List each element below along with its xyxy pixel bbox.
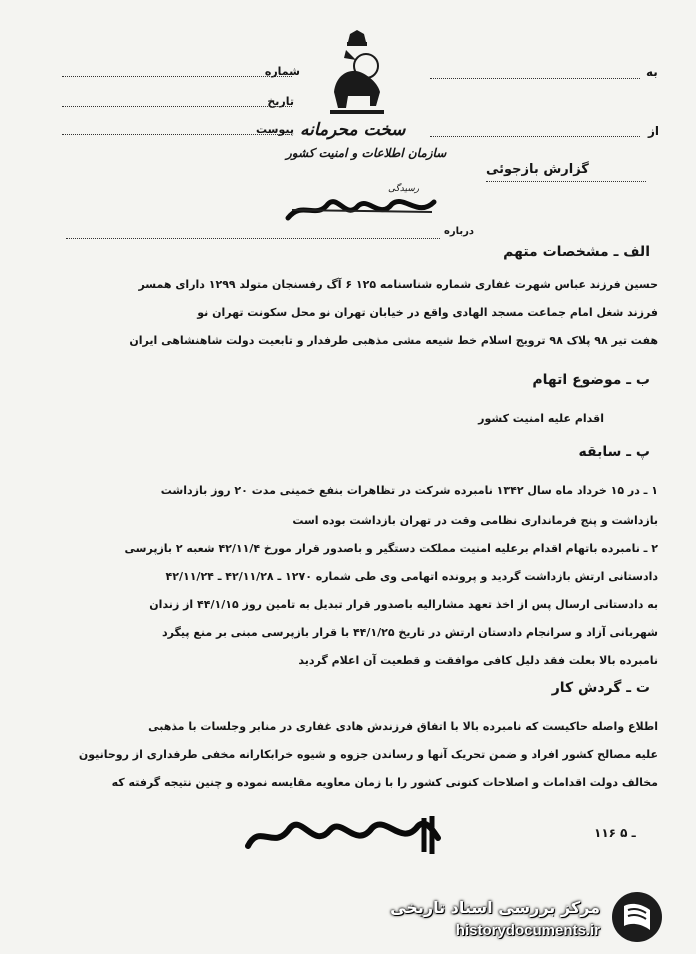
attachment-label: پیوست — [256, 123, 294, 136]
section-alef-title: الف ـ مشخصات متهم — [503, 244, 650, 260]
report-title: گزارش بازجوئی — [486, 162, 589, 177]
to-line — [430, 78, 640, 79]
te-line-1: اطلاع واصله حاکیست که نامبرده بالا با اتفاق فرزندش هادی غفاری در منابر وجلسات با مذهبی — [148, 720, 658, 733]
watermark-url: historydocuments.ir — [455, 922, 600, 939]
top-secret-label: سخت محرمانه — [300, 120, 406, 140]
pe-line-2: بازداشت و پنج فرمانداری نظامی وقت در تهران بازداشت بوده است — [292, 514, 658, 527]
to-label: به — [646, 65, 658, 79]
pe-line-1: ۱ ـ در ۱۵ خرداد ماه سال ۱۳۴۲ نامبرده شرکت در تظاهرات بنفع خمینی مدت ۲۰ روز بازداشت — [160, 484, 658, 497]
pe-line-4: دادستانی ارتش بازداشت گردید و پرونده اتهامی وی طی شماره ۱۲۷۰ ـ ۴۲/۱۱/۲۸ ـ ۴۲/۱۱/۲۴ — [165, 570, 658, 583]
te-line-3: مخالف دولت اقدامات و اصلاحات کنونی کشور را با زمان معاویه مقایسه نموده و چنین نتیجه گرفته که — [111, 776, 658, 789]
org-name: سازمان اطلاعات و امنیت کشور — [286, 146, 447, 160]
be-line: اقدام علیه امنیت کشور — [478, 412, 604, 425]
section-be-title: ب ـ موضوع اتهام — [532, 372, 650, 388]
lion-sun-emblem — [326, 30, 388, 118]
date-label: تاریخ — [267, 95, 294, 108]
pe-line-3: ۲ ـ نامبرده باتهام اقدام برعلیه امنیت مملکت دستگیر و باصدور قرار مورخ ۴۲/۱۱/۴ شعبه ۲ بازپرسی — [124, 542, 658, 555]
archive-logo-icon — [610, 888, 664, 946]
page-code: ۱۱۶ ـ ۵ — [594, 826, 636, 840]
stamp-top-annotation: رسیدگی — [388, 184, 420, 194]
date-line — [62, 106, 292, 107]
pe-line-7: نامبرده بالا بعلت فقد دلیل کافی موافقت و قطعیت آن اعلام گردید — [298, 654, 658, 667]
stamp-top-text — [282, 193, 402, 209]
regarding-label: درباره — [444, 226, 475, 237]
te-line-2: علیه مصالح کشور افراد و ضمن تحریک آنها و رساندن جزوه و شیوه خرابکارانه مخفی طرفداری از روحانیون — [78, 748, 658, 761]
section-pe-title: پ ـ سابقه — [578, 444, 650, 460]
alef-line-3: هفت تیر ۹۸ پلاک ۹۸ ترویج اسلام خط شیعه مشی مذهبی طرفدار و تابعیت دولت شاهنشاهی ایران — [129, 334, 658, 347]
pe-line-6: شهربانی آزاد و سرانجام دادستان ارتش در تاریخ ۴۴/۱/۲۵ با قرار بازپرسی مبنی بر منع پیگرد — [162, 626, 658, 639]
section-te-title: ت ـ گردش کار — [551, 680, 650, 696]
number-line — [62, 76, 292, 77]
number-label: شماره — [264, 65, 300, 78]
pe-line-5: به دادستانی ارسال پس از اخذ تعهد مشارالیه باصدور قرار تبدیل به تامین روز ۴۴/۱/۱۵ از زندان — [149, 598, 658, 611]
attachment-line — [62, 134, 292, 135]
from-label: از — [648, 124, 660, 138]
alef-line-1: حسین فرزند عباس شهرت غفاری شماره شناسنامه ۱۲۵ ۶ آگ رفسنجان متولد ۱۲۹۹ دارای همسر — [138, 278, 658, 291]
report-title-line — [486, 181, 646, 182]
alef-line-2: فرزند شغل امام جماعت مسجد الهادی واقع در خیابان تهران نو محل سکونت تهران نو — [197, 306, 658, 319]
regarding-line — [66, 238, 440, 239]
watermark-title: مرکز بررسی اسناد تاریخی — [390, 898, 600, 917]
from-line — [430, 136, 640, 137]
stamp-bottom-text — [250, 820, 404, 841]
